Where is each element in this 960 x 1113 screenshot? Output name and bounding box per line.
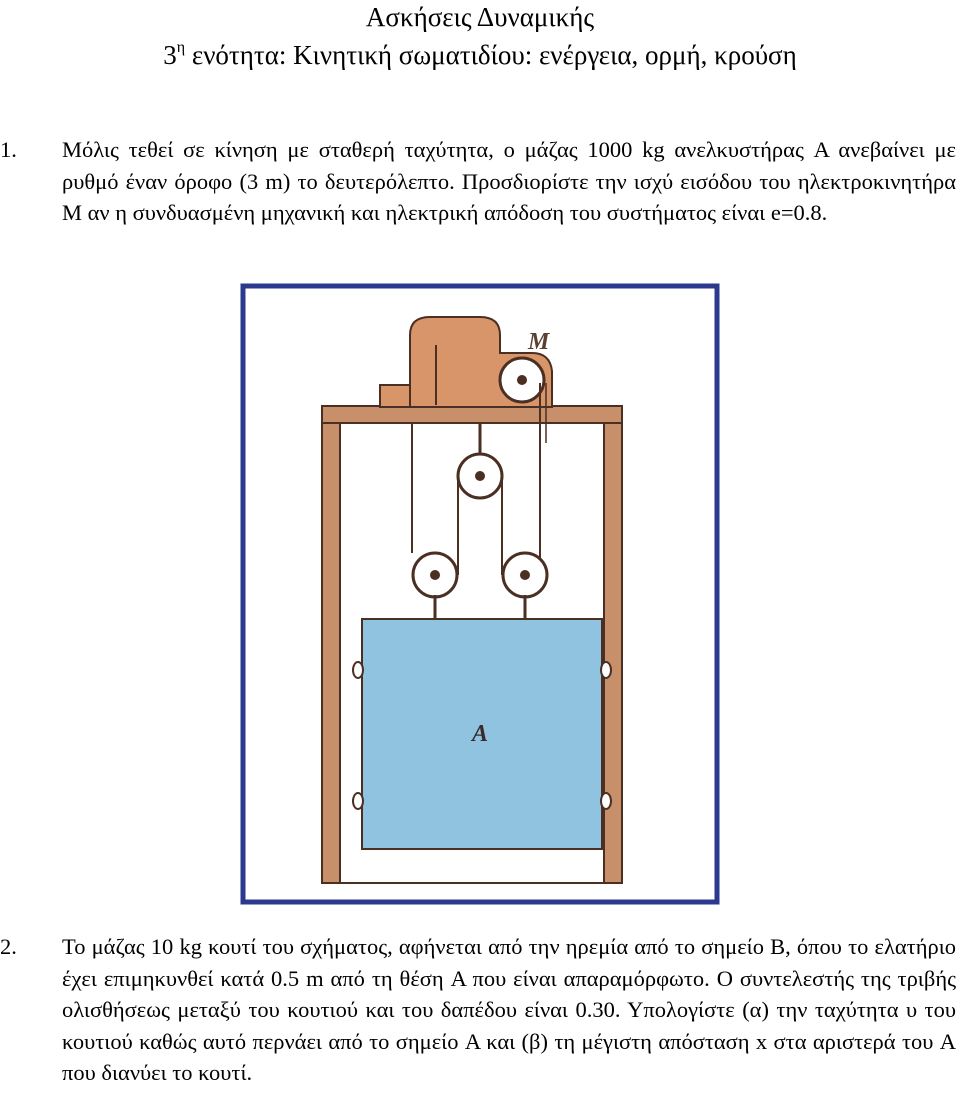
section-subtitle xyxy=(0,33,960,72)
section-ordinal-suffix: η xyxy=(176,39,186,56)
page-header xyxy=(0,0,960,72)
car-label: A xyxy=(472,721,489,747)
page-title: Ασκήσεις Δυναμικής xyxy=(365,2,595,32)
top-beam xyxy=(322,406,622,423)
problem-1 xyxy=(0,134,956,229)
problem-2-text: Το μάζας 10 kg κουτί του σχήματος, αφήνεται από την ηρεμία από το σημείο B, όπου το ελατήριο έχει επιμηκυνθεί κατά 0.5 m από τη θέση A που είναι απαραμόρφωτο. Ο συντελεστής της τριβής ολισθήσεως μεταξύ του κουτιού και του δαπέδου είναι 0.30. Υπολογίστε (α) την ταχύτητα υ του κουτιού καθώς αυτό περνάει από το σημείο A και (β) τη μέγιστη απόσταση x στα αριστερά του A που διανύει το κουτί. xyxy=(62,934,956,1085)
problem-2-number: 2. xyxy=(0,934,17,959)
problem-1-text: Μόλις τεθεί σε κίνηση με σταθερή ταχύτητα, ο μάζας 1000 kg ανελκυστήρας A ανεβαίνει με ρυθμό έναν όροφο (3 m) το δευτερόλεπτο. Προσδιορίστε την ισχύ εισόδου του ηλεκτροκινητήρα M αν η συνδυασμένη μηχανική και ηλεκτρική απόδοση του συστήματος είναι e=0.8. xyxy=(62,137,956,225)
problem-2 xyxy=(0,931,956,1089)
section-number: 3 xyxy=(163,40,177,70)
elevator-figure xyxy=(240,283,720,905)
problem-1-number: 1. xyxy=(0,137,17,162)
section-title: ενότητα: Κινητική σωματιδίου: ενέργεια, ορμή, κρούση xyxy=(185,40,797,70)
motor-label: M xyxy=(528,329,550,355)
elevator-diagram xyxy=(240,283,720,905)
